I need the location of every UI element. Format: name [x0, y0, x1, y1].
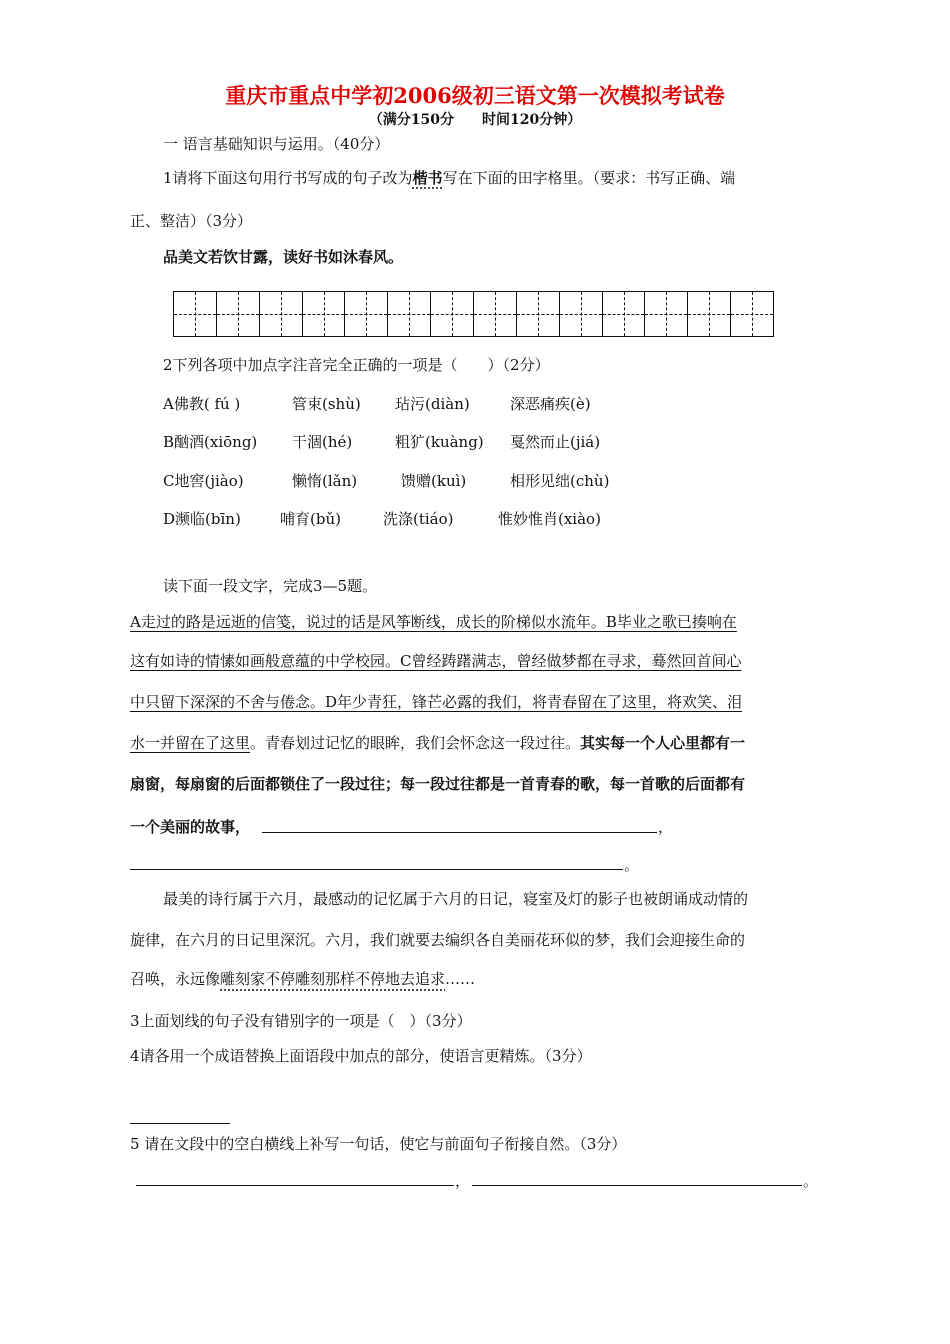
question-1-line1: 1请将下面这句用行书写成的句子改为楷书写在下面的田字格里。（要求：书写正确、端 [163, 169, 736, 187]
copy-sentence: 品美文若饮甘露，读好书如沐春风。 [163, 248, 404, 266]
passage-line-9: 旋律，在六月的日记里深沉。六月，我们就要去编织各自美丽花环似的梦，我们会迎接生命的 [130, 931, 746, 949]
passage-line-5: 扇窗，每扇窗的后面都锁住了一段过往；每一段过往都是一首青春的歌，每一首歌的后面都有 [130, 775, 746, 793]
q5-comma: ， [455, 1172, 471, 1190]
passage-line-8: 最美的诗行属于六月，最感动的记忆属于六月的日记，寝室及灯的影子也被朗诵成动情的 [163, 890, 749, 908]
answer-blank-2[interactable] [130, 869, 623, 870]
blank-2-period: 。 [624, 856, 640, 874]
question-3: 3上面划线的句子没有错别字的一项是（ ）（3分） [130, 1012, 472, 1030]
blank-1-comma: ， [658, 818, 674, 836]
option-b[interactable]: B酗酒(xiōng) 干涸(hé) 粗犷(kuàng) 戛然而止(jiá) [163, 433, 601, 451]
passage-line-2: 这有如诗的情愫如画般意蕴的中学校园。C曾经踌躇满志，曾经做梦都在寻求，蓦然回首间心 [130, 652, 742, 670]
question-2-stem: 2下列各项中加点字注音完全正确的一项是（ ）（2分） [163, 356, 550, 374]
answer-blank-q4[interactable] [130, 1123, 230, 1124]
answer-blank-q5-a[interactable] [136, 1185, 454, 1186]
page-subtitle: （满分150分 时间120分钟） [368, 112, 582, 128]
question-5: 5 请在文段中的空白横线上补写一句话，使它与前面句子衔接自然。（3分） [130, 1135, 627, 1153]
passage-line-4: 水一并留在了这里。青春划过记忆的眼眸，我们会怀念这一段过往。其实每一个人心里都有一 [130, 734, 746, 752]
answer-blank-q5-b[interactable] [472, 1185, 802, 1186]
question-4: 4请各用一个成语替换上面语段中加点的部分，使语言更精炼。（3分） [130, 1047, 592, 1065]
option-a[interactable]: A佛教( fú ) 管束(shù) 玷污(diàn) 深恶痛疾(è) [163, 395, 591, 413]
q5-period: 。 [803, 1172, 819, 1190]
option-d[interactable]: D濒临(bīn) 哺育(bǔ) 洗涤(tiáo) 惟妙惟肖(xiào) [163, 510, 601, 528]
passage-line-6: 一个美丽的故事， [130, 818, 251, 836]
answer-blank-1[interactable] [262, 832, 657, 833]
option-c[interactable]: C地窖(jiào) 懒惰(lǎn) 馈赠(kuì) 相形见绌(chù) [163, 472, 610, 490]
passage-line-1: A走过的路是远逝的信笺，说过的话是风筝断线，成长的阶梯似水流年。B毕业之歌已揍响在 [130, 613, 737, 631]
passage-line-3: 中只留下深深的不舍与倦念。D年少青狂，锋芒必露的我们，将青春留在了这里，将欢笑、泪 [130, 693, 743, 711]
section-heading: 一 语言基础知识与运用。（40分） [163, 135, 390, 153]
dotted-phrase: 雕刻家不停雕刻那样不停地去追求 [220, 970, 446, 988]
page-title: 重庆市重点中学初2006级初三语文第一次模拟考试卷 [225, 83, 725, 108]
kaishu-emphasis: 楷书 [412, 169, 443, 187]
reading-intro: 读下面一段文字，完成3—5题。 [163, 577, 378, 595]
tianzige-grid[interactable] [173, 291, 774, 337]
passage-line-10: 召唤，永远像雕刻家不停雕刻那样不停地去追求…… [130, 970, 476, 988]
question-1-line2: 正、整洁）（3分） [130, 212, 253, 230]
